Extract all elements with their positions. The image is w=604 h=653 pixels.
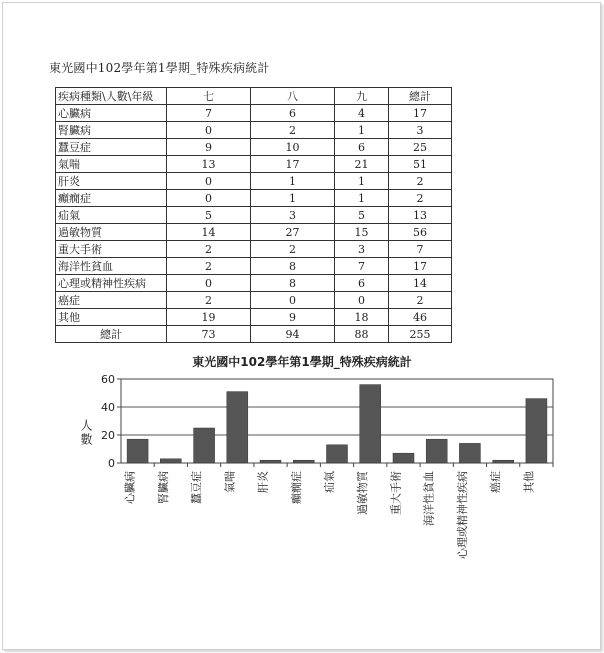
value-cell: 6	[335, 139, 389, 156]
total-value-cell: 73	[167, 326, 251, 343]
bar	[160, 459, 181, 463]
value-cell: 14	[389, 275, 452, 292]
value-cell: 7	[335, 258, 389, 275]
value-cell: 1	[335, 122, 389, 139]
x-tick-label: 心臟病	[123, 471, 137, 504]
value-cell: 2	[167, 241, 251, 258]
total-value-cell: 94	[251, 326, 335, 343]
value-cell: 8	[251, 275, 335, 292]
x-tick-label: 過敏物質	[356, 471, 370, 515]
document-title: 東光國中102學年第1學期_特殊疾病統計	[49, 61, 270, 75]
value-cell: 2	[167, 258, 251, 275]
x-tick-label: 其他	[522, 471, 536, 493]
value-cell: 2	[389, 292, 452, 309]
bar	[393, 453, 414, 463]
value-cell: 8	[251, 258, 335, 275]
value-cell: 6	[335, 275, 389, 292]
value-cell: 9	[167, 139, 251, 156]
x-tick-label: 氣喘	[223, 471, 237, 493]
x-tick-label: 腎臟病	[156, 471, 170, 504]
value-cell: 1	[335, 173, 389, 190]
bar	[459, 443, 480, 463]
value-cell: 0	[167, 275, 251, 292]
y-tick-label: 60	[101, 373, 115, 386]
x-tick-label: 疝氣	[323, 471, 336, 493]
x-tick-label: 心理或精神性疾病	[455, 471, 469, 559]
value-cell: 4	[335, 105, 389, 122]
header-grade-7: 七	[167, 88, 251, 105]
header-grade-8: 八	[251, 88, 335, 105]
disease-label-cell: 心理或精神性疾病	[56, 275, 167, 292]
bar	[293, 460, 314, 463]
bar	[426, 439, 447, 463]
bar	[493, 460, 514, 463]
y-axis-label: 人數	[79, 419, 93, 447]
value-cell: 21	[335, 156, 389, 173]
disease-label-cell: 肝炎	[56, 173, 167, 190]
disease-label-cell: 過敏物質	[56, 224, 167, 241]
bar	[127, 439, 148, 463]
total-value-cell: 255	[389, 326, 452, 343]
value-cell: 13	[389, 207, 452, 224]
value-cell: 2	[251, 241, 335, 258]
value-cell: 46	[389, 309, 452, 326]
disease-label-cell: 腎臟病	[56, 122, 167, 139]
value-cell: 9	[251, 309, 335, 326]
disease-label-cell: 氣喘	[56, 156, 167, 173]
value-cell: 0	[167, 173, 251, 190]
value-cell: 56	[389, 224, 452, 241]
value-cell: 19	[167, 309, 251, 326]
value-cell: 2	[167, 292, 251, 309]
value-cell: 0	[167, 122, 251, 139]
disease-label-cell: 蠶豆症	[56, 139, 167, 156]
bar	[327, 445, 348, 463]
value-cell: 5	[335, 207, 389, 224]
y-tick-label: 40	[101, 401, 115, 414]
value-cell: 13	[167, 156, 251, 173]
total-label-cell: 總計	[56, 326, 167, 343]
x-tick-label: 重大手術	[389, 471, 403, 515]
total-value-cell: 88	[335, 326, 389, 343]
value-cell: 25	[389, 139, 452, 156]
value-cell: 5	[167, 207, 251, 224]
value-cell: 0	[167, 190, 251, 207]
x-tick-label: 蠶豆症	[190, 471, 204, 504]
y-tick-label: 0	[108, 457, 115, 470]
x-tick-label: 癌症	[489, 471, 503, 493]
header-grade-9: 九	[335, 88, 389, 105]
disease-label-cell: 疝氣	[56, 207, 167, 224]
disease-label-cell: 心臟病	[56, 105, 167, 122]
value-cell: 17	[389, 258, 452, 275]
bar	[260, 460, 281, 463]
disease-label-cell: 癲癇症	[56, 190, 167, 207]
value-cell: 1	[335, 190, 389, 207]
value-cell: 3	[335, 241, 389, 258]
value-cell: 10	[251, 139, 335, 156]
y-tick-label: 20	[101, 429, 115, 442]
value-cell: 6	[251, 105, 335, 122]
disease-label-cell: 其他	[56, 309, 167, 326]
disease-label-cell: 重大手術	[56, 241, 167, 258]
bar	[194, 428, 215, 463]
value-cell: 2	[389, 190, 452, 207]
bar	[360, 385, 381, 463]
header-total: 總計	[389, 88, 452, 105]
bar	[227, 392, 248, 463]
value-cell: 1	[251, 173, 335, 190]
header-corner-cell: 疾病種類\人數\年級	[56, 88, 167, 105]
x-tick-label: 海洋性貧血	[422, 471, 436, 526]
bar	[526, 399, 547, 463]
value-cell: 17	[389, 105, 452, 122]
value-cell: 0	[335, 292, 389, 309]
value-cell: 7	[389, 241, 452, 258]
value-cell: 27	[251, 224, 335, 241]
x-tick-label: 癲癇症	[289, 471, 303, 504]
value-cell: 7	[167, 105, 251, 122]
value-cell: 17	[251, 156, 335, 173]
value-cell: 0	[251, 292, 335, 309]
disease-label-cell: 癌症	[56, 292, 167, 309]
value-cell: 3	[251, 207, 335, 224]
value-cell: 15	[335, 224, 389, 241]
value-cell: 14	[167, 224, 251, 241]
chart-title: 東光國中102學年第1學期_特殊疾病統計	[192, 355, 412, 369]
value-cell: 2	[251, 122, 335, 139]
value-cell: 1	[251, 190, 335, 207]
disease-label-cell: 海洋性貧血	[56, 258, 167, 275]
value-cell: 18	[335, 309, 389, 326]
value-cell: 2	[389, 173, 452, 190]
x-tick-label: 肝炎	[256, 471, 270, 493]
value-cell: 51	[389, 156, 452, 173]
value-cell: 3	[389, 122, 452, 139]
